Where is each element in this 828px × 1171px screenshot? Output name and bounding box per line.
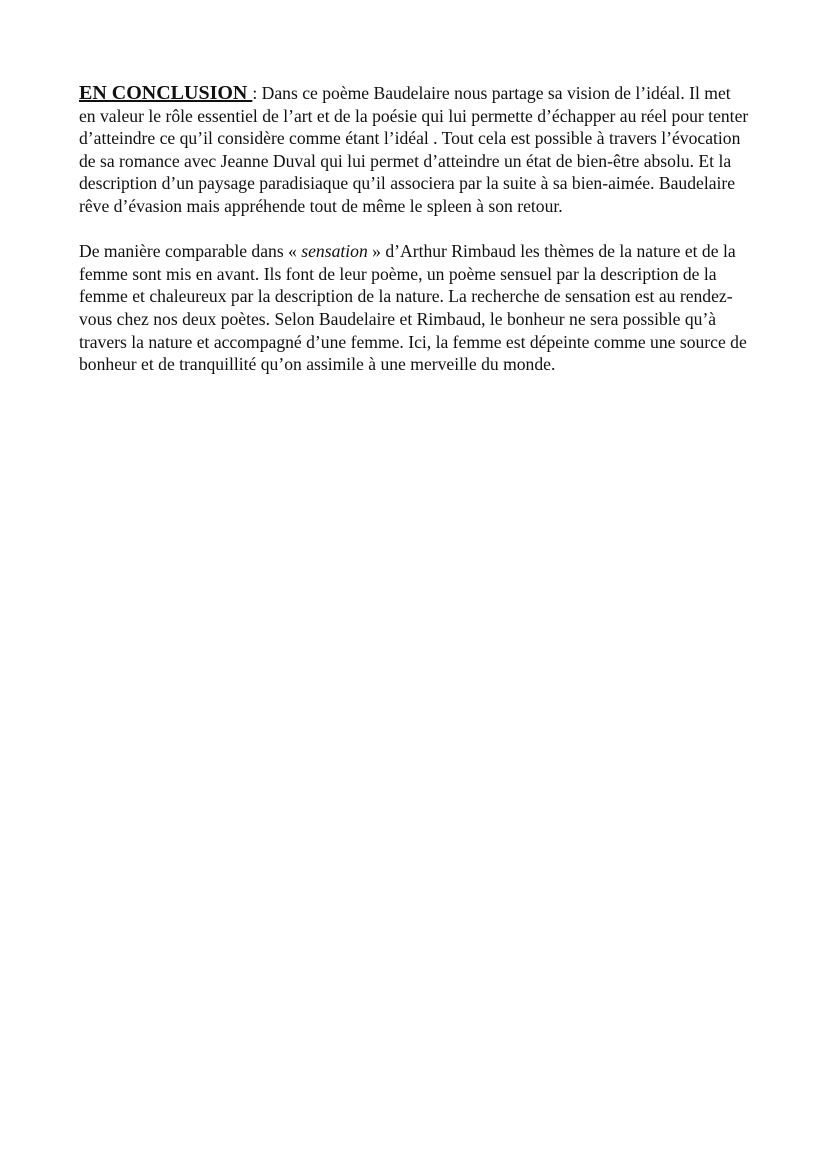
conclusion-paragraph [79, 82, 751, 218]
poem-title-sensation: sensation [301, 241, 368, 262]
document-body [79, 82, 751, 376]
comparison-text-before: De manière comparable dans « [79, 241, 302, 262]
comparison-text-after: » d’Arthur Rimbaud les thèmes de la nature et de la femme sont mis en avant. Ils font de leur poème, un poème sensuel par la description de la femme et chaleureux par la description de la nature. La recherche de sensation est au rendez-vous chez nos deux poètes. Selon Baudelaire et Rimbaud, le bonheur ne sera possible qu’à travers la nature et accompagné d’une femme. Ici, la femme est dépeinte comme une source de bonheur et de tranquillité qu’on assimile à une merveille du monde. [79, 241, 747, 375]
comparison-paragraph [79, 240, 751, 376]
conclusion-text: Dans ce poème Baudelaire nous partage sa vision de l’idéal. Il met en valeur le rôle essentiel de l’art et de la poésie qui lui permette d’échapper au réel pour tenter d’atteindre ce qu’il considère comme étant l’idéal . Tout cela est possible à travers l’évocation de sa romance avec Jeanne Duval qui lui permet d’atteindre un état de bien-être absolu. Et la description d’un paysage paradisiaque qu’il associera par la suite à sa bien-aimée. Baudelaire rêve d’évasion mais appréhende tout de même le spleen à son retour. [79, 83, 749, 216]
conclusion-heading: EN CONCLUSION [79, 82, 253, 104]
conclusion-heading-colon: : [252, 83, 258, 103]
